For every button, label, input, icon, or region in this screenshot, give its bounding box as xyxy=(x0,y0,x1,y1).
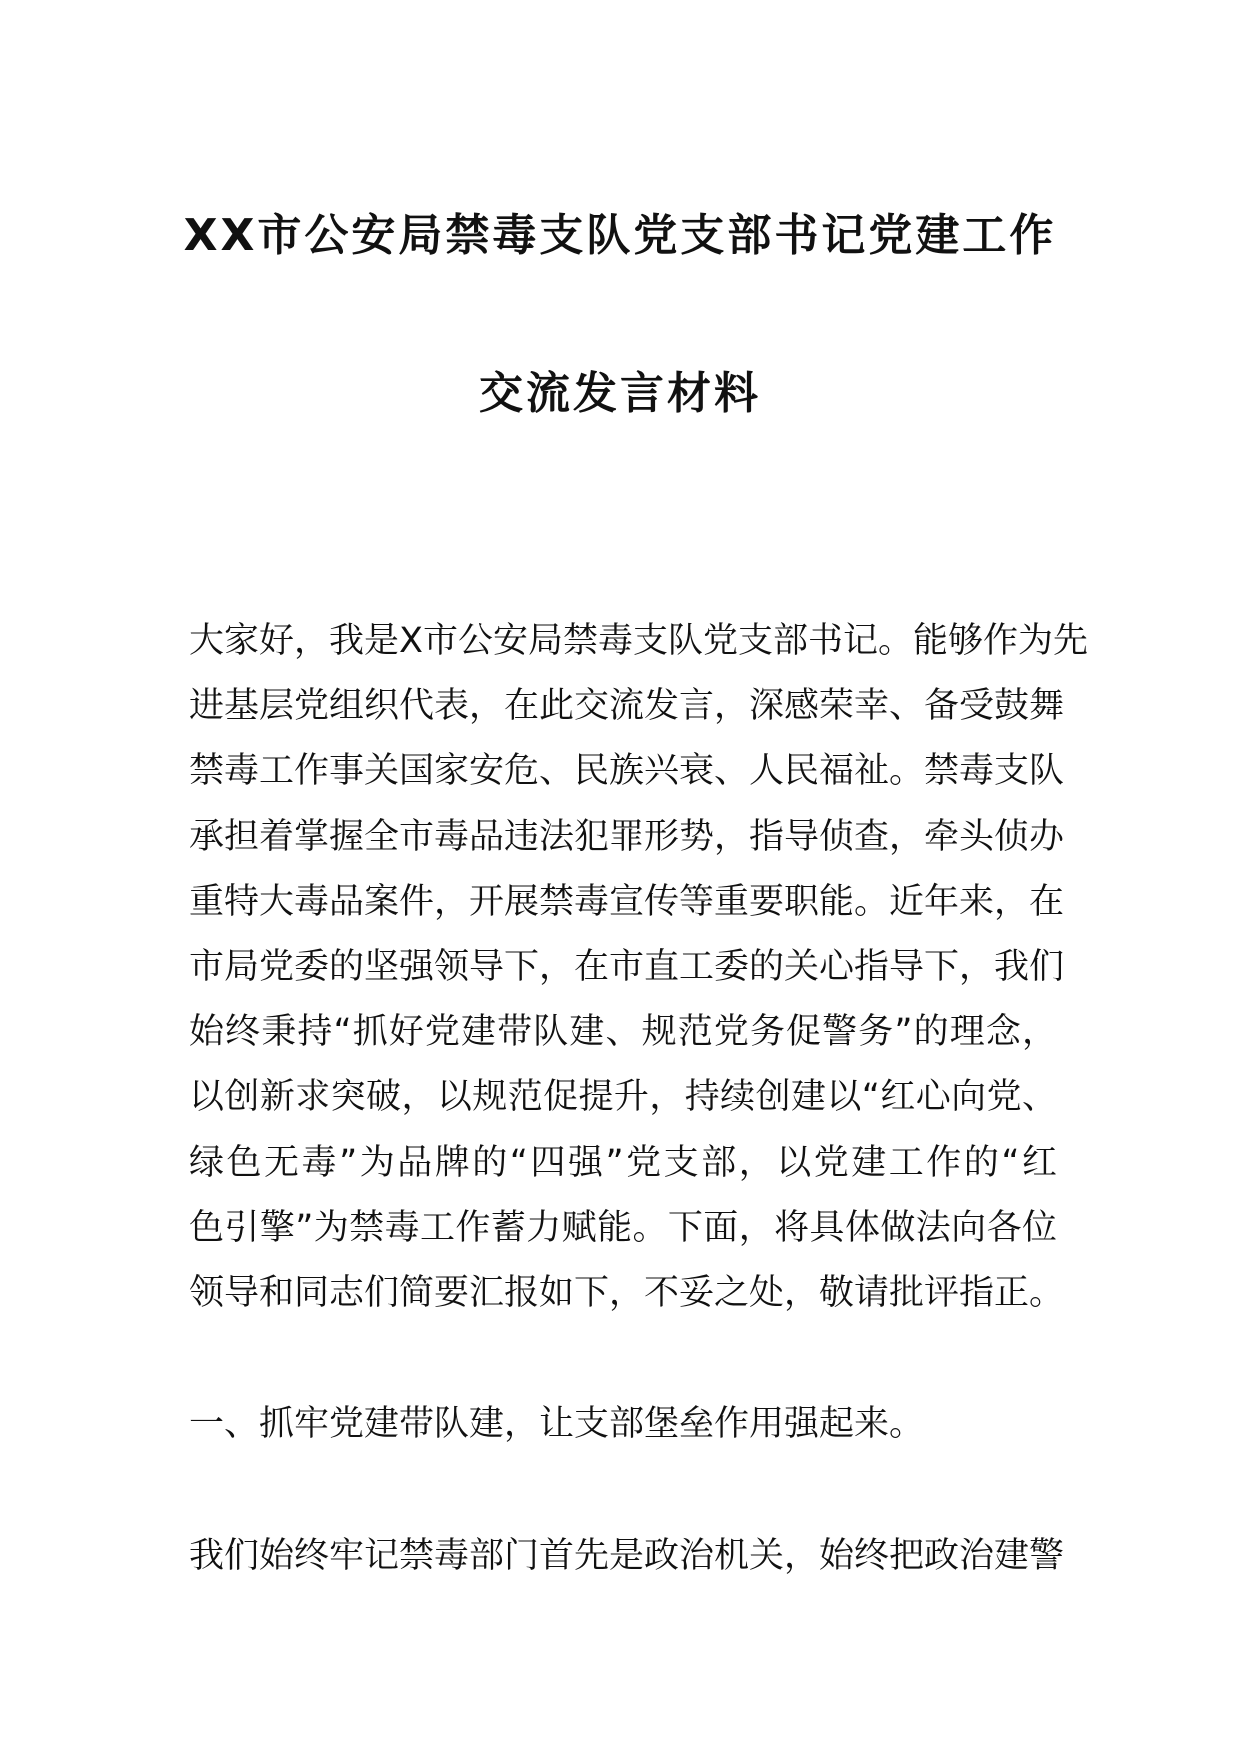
paragraph-line: 禁毒工作事关国家安危、民族兴衰、人民福祉。禁毒支队 xyxy=(189,751,1065,791)
paragraph-line: 市局党委的坚强领导下，在市直工委的关心指导下，我们 xyxy=(189,947,1065,987)
section-heading: 一、抓牢党建带队建，让支部堡垒作用强起来。 xyxy=(189,1404,925,1444)
paragraph-line: 重特大毒品案件，开展禁毒宣传等重要职能。近年来，在 xyxy=(189,882,1065,922)
paragraph-line: 我们始终牢记禁毒部门首先是政治机关，始终把政治建警 xyxy=(189,1536,1065,1576)
paragraph-line: 大家好，我是X市公安局禁毒支队党支部书记。能够作为先 xyxy=(189,621,1088,661)
paragraph-line: 以创新求突破，以规范促提升，持续创建以“红心向党、 xyxy=(189,1077,1057,1117)
document-title-line-2: 交流发言材料 xyxy=(479,368,761,419)
paragraph-line: 色引擎”为禁毒工作蓄力赋能。下面，将具体做法向各位 xyxy=(189,1208,1057,1248)
paragraph-line: 进基层党组织代表，在此交流发言，深感荣幸、备受鼓舞 xyxy=(189,686,1065,726)
paragraph-line: 领导和同志们简要汇报如下，不妥之处，敬请批评指正。 xyxy=(189,1273,1065,1313)
document-title-line-1: XX市公安局禁毒支队党支部书记党建工作 xyxy=(183,210,1057,261)
paragraph-line: 绿色无毒”为品牌的“四强”党支部，以党建工作的“红 xyxy=(189,1143,1057,1183)
paragraph-line: 始终秉持“抓好党建带队建、规范党务促警务”的理念， xyxy=(189,1012,1057,1052)
paragraph-line: 承担着掌握全市毒品违法犯罪形势，指导侦查，牵头侦办 xyxy=(189,817,1065,857)
